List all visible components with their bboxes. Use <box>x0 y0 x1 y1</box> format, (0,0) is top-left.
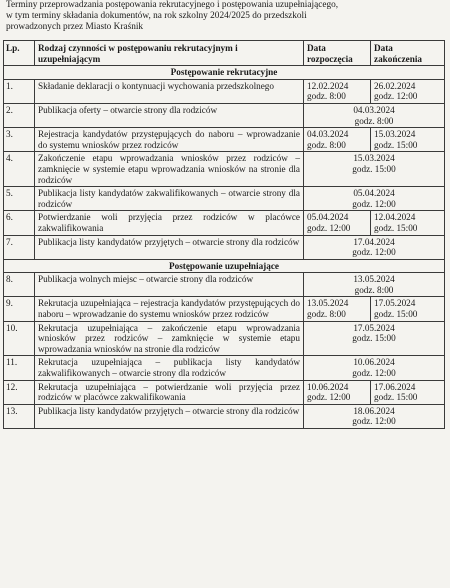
row-date: 10.06.2024 <box>353 357 395 368</box>
row-start-day: 12.02.2024 <box>307 80 349 91</box>
row-number: 9. <box>4 297 35 321</box>
row-date-merged <box>304 187 445 211</box>
table-row <box>4 380 445 404</box>
row-end-date <box>371 128 445 152</box>
header-start-date: Data rozpoczęcia <box>304 41 371 66</box>
row-time: godz. 12:00 <box>352 198 396 209</box>
row-date-merged <box>304 152 445 187</box>
intro-text <box>6 0 446 34</box>
row-start-date <box>304 128 371 152</box>
row-activity: Składanie deklaracji o kontynuacji wychowania przedszkolnego <box>35 79 304 103</box>
table-row <box>4 187 445 211</box>
row-end-date <box>371 79 445 103</box>
row-time: godz. 15:00 <box>352 163 396 174</box>
row-start-date <box>304 297 371 321</box>
table-row <box>4 235 445 259</box>
row-end-time: godz. 15:00 <box>374 309 418 320</box>
row-time: godz. 12:00 <box>352 368 396 379</box>
row-activity: Rekrutacja uzupełniająca – publikacja listy kandydatów zakwalifikowanych – otwarcie strony dla rodziców <box>35 356 304 380</box>
table-row <box>4 404 445 428</box>
row-end-day: 17.06.2024 <box>374 381 416 392</box>
row-number: 8. <box>4 273 35 297</box>
row-time: godz. 8:00 <box>354 284 394 295</box>
row-end-date <box>371 211 445 235</box>
row-start-time: godz. 8:00 <box>307 309 346 320</box>
row-date: 13.05.2024 <box>353 274 395 285</box>
row-date: 17.05.2024 <box>353 322 395 333</box>
section-row <box>4 259 445 273</box>
row-number: 1. <box>4 79 35 103</box>
row-activity: Potwierdzanie woli przyjęcia przez rodziców w placówce zakwalifikowania <box>35 211 304 235</box>
row-start-time: godz. 12:00 <box>307 222 351 233</box>
row-number: 4. <box>4 152 35 187</box>
row-end-time: godz. 15:00 <box>374 222 418 233</box>
row-start-day: 05.04.2024 <box>307 212 349 223</box>
row-date-merged <box>304 404 445 428</box>
row-number: 7. <box>4 235 35 259</box>
row-number: 11. <box>4 356 35 380</box>
header-activity: Rodzaj czynności w postępowaniu rekrutacyjnym i uzupełniającym <box>35 41 304 66</box>
row-time: godz. 12:00 <box>352 247 396 258</box>
row-activity: Publikacja oferty – otwarcie strony dla rodziców <box>35 103 304 127</box>
row-end-time: godz. 15:00 <box>374 139 418 150</box>
section-title: Postępowanie rekrutacyjne <box>4 66 445 80</box>
intro-line: w tym terminy składania dokumentów, na rok szkolny 2024/2025 do przedszkoli <box>6 11 307 22</box>
row-date-merged <box>304 273 445 297</box>
table-row <box>4 211 445 235</box>
row-date: 18.06.2024 <box>353 405 395 416</box>
row-end-time: godz. 15:00 <box>374 392 418 403</box>
row-date-merged <box>304 235 445 259</box>
table-row <box>4 356 445 380</box>
header-lp: Lp. <box>4 41 35 66</box>
row-date: 04.03.2024 <box>353 104 395 115</box>
row-activity: Rekrutacja uzupełniająca – zakończenie etapu wprowadzania wniosków przez rodziców – zamknięcie w systemie etapu wprowadzania wniosków na stronie dla rodziców <box>35 321 304 356</box>
table-row <box>4 297 445 321</box>
row-activity: Zakończenie etapu wprowadzania wniosków przez rodziców – zamknięcie w systemie etapu wprowadzania wniosków na stronie dla rodziców <box>35 152 304 187</box>
row-date-merged <box>304 103 445 127</box>
table-row <box>4 321 445 356</box>
section-row <box>4 66 445 80</box>
row-end-date <box>371 297 445 321</box>
row-number: 2. <box>4 103 35 127</box>
row-activity: Rekrutacja uzupełniająca – potwierdzanie woli przyjęcia przez rodziców w placówce zakwalifikowania <box>35 380 304 404</box>
row-number: 3. <box>4 128 35 152</box>
schedule-table <box>3 40 445 429</box>
row-start-time: godz. 8:00 <box>307 139 346 150</box>
row-date-merged <box>304 356 445 380</box>
row-number: 13. <box>4 404 35 428</box>
row-number: 6. <box>4 211 35 235</box>
table-row <box>4 273 445 297</box>
row-date: 17.04.2024 <box>353 236 395 247</box>
row-start-time: godz. 8:00 <box>307 91 346 102</box>
row-end-date <box>371 380 445 404</box>
intro-line: Terminy przeprowadzania postępowania rekrutacyjnego i postępowania uzupełniającego, <box>6 0 339 10</box>
row-start-date <box>304 211 371 235</box>
table-row <box>4 79 445 103</box>
row-start-day: 10.06.2024 <box>307 381 349 392</box>
row-end-time: godz. 12:00 <box>374 91 418 102</box>
row-start-day: 13.05.2024 <box>307 298 349 309</box>
row-end-day: 17.05.2024 <box>374 298 416 309</box>
row-date: 15.03.2024 <box>353 153 395 164</box>
row-end-day: 26.02.2024 <box>374 80 416 91</box>
row-start-time: godz. 12:00 <box>307 392 351 403</box>
intro-line: prowadzonych przez Miasto Kraśnik <box>6 22 144 33</box>
row-time: godz. 8:00 <box>354 115 394 126</box>
row-date-merged <box>304 321 445 356</box>
table-body <box>4 66 445 429</box>
row-end-day: 15.03.2024 <box>374 129 416 140</box>
row-number: 5. <box>4 187 35 211</box>
row-activity: Publikacja listy kandydatów przyjętych – otwarcie strony dla rodziców <box>35 404 304 428</box>
section-title: Postępowanie uzupełniające <box>4 259 445 273</box>
row-time: godz. 12:00 <box>352 416 396 427</box>
row-activity: Publikacja listy kandydatów przyjętych – otwarcie strony dla rodziców <box>35 235 304 259</box>
row-activity: Rejestracja kandydatów przystępujących do naboru – wprowadzanie do systemu wniosków przez rodziców <box>35 128 304 152</box>
table-row <box>4 103 445 127</box>
header-end-date: Data zakończenia <box>371 41 445 66</box>
row-activity: Rekrutacja uzupełniająca – rejestracja kandydatów przystępujących do naboru – wprowadzanie do systemu wniosków przez rodziców <box>35 297 304 321</box>
row-start-day: 04.03.2024 <box>307 129 349 140</box>
table-row <box>4 128 445 152</box>
row-time: godz. 15:00 <box>352 333 396 344</box>
row-end-day: 12.04.2024 <box>374 212 416 223</box>
row-date: 05.04.2024 <box>353 188 395 199</box>
row-activity: Publikacja listy kandydatów zakwalifikowanych – otwarcie strony dla rodziców <box>35 187 304 211</box>
row-number: 12. <box>4 380 35 404</box>
row-start-date <box>304 79 371 103</box>
row-activity: Publikacja wolnych miejsc – otwarcie strony dla rodziców <box>35 273 304 297</box>
table-header-row <box>4 41 445 66</box>
table-row <box>4 152 445 187</box>
row-number: 10. <box>4 321 35 356</box>
row-start-date <box>304 380 371 404</box>
